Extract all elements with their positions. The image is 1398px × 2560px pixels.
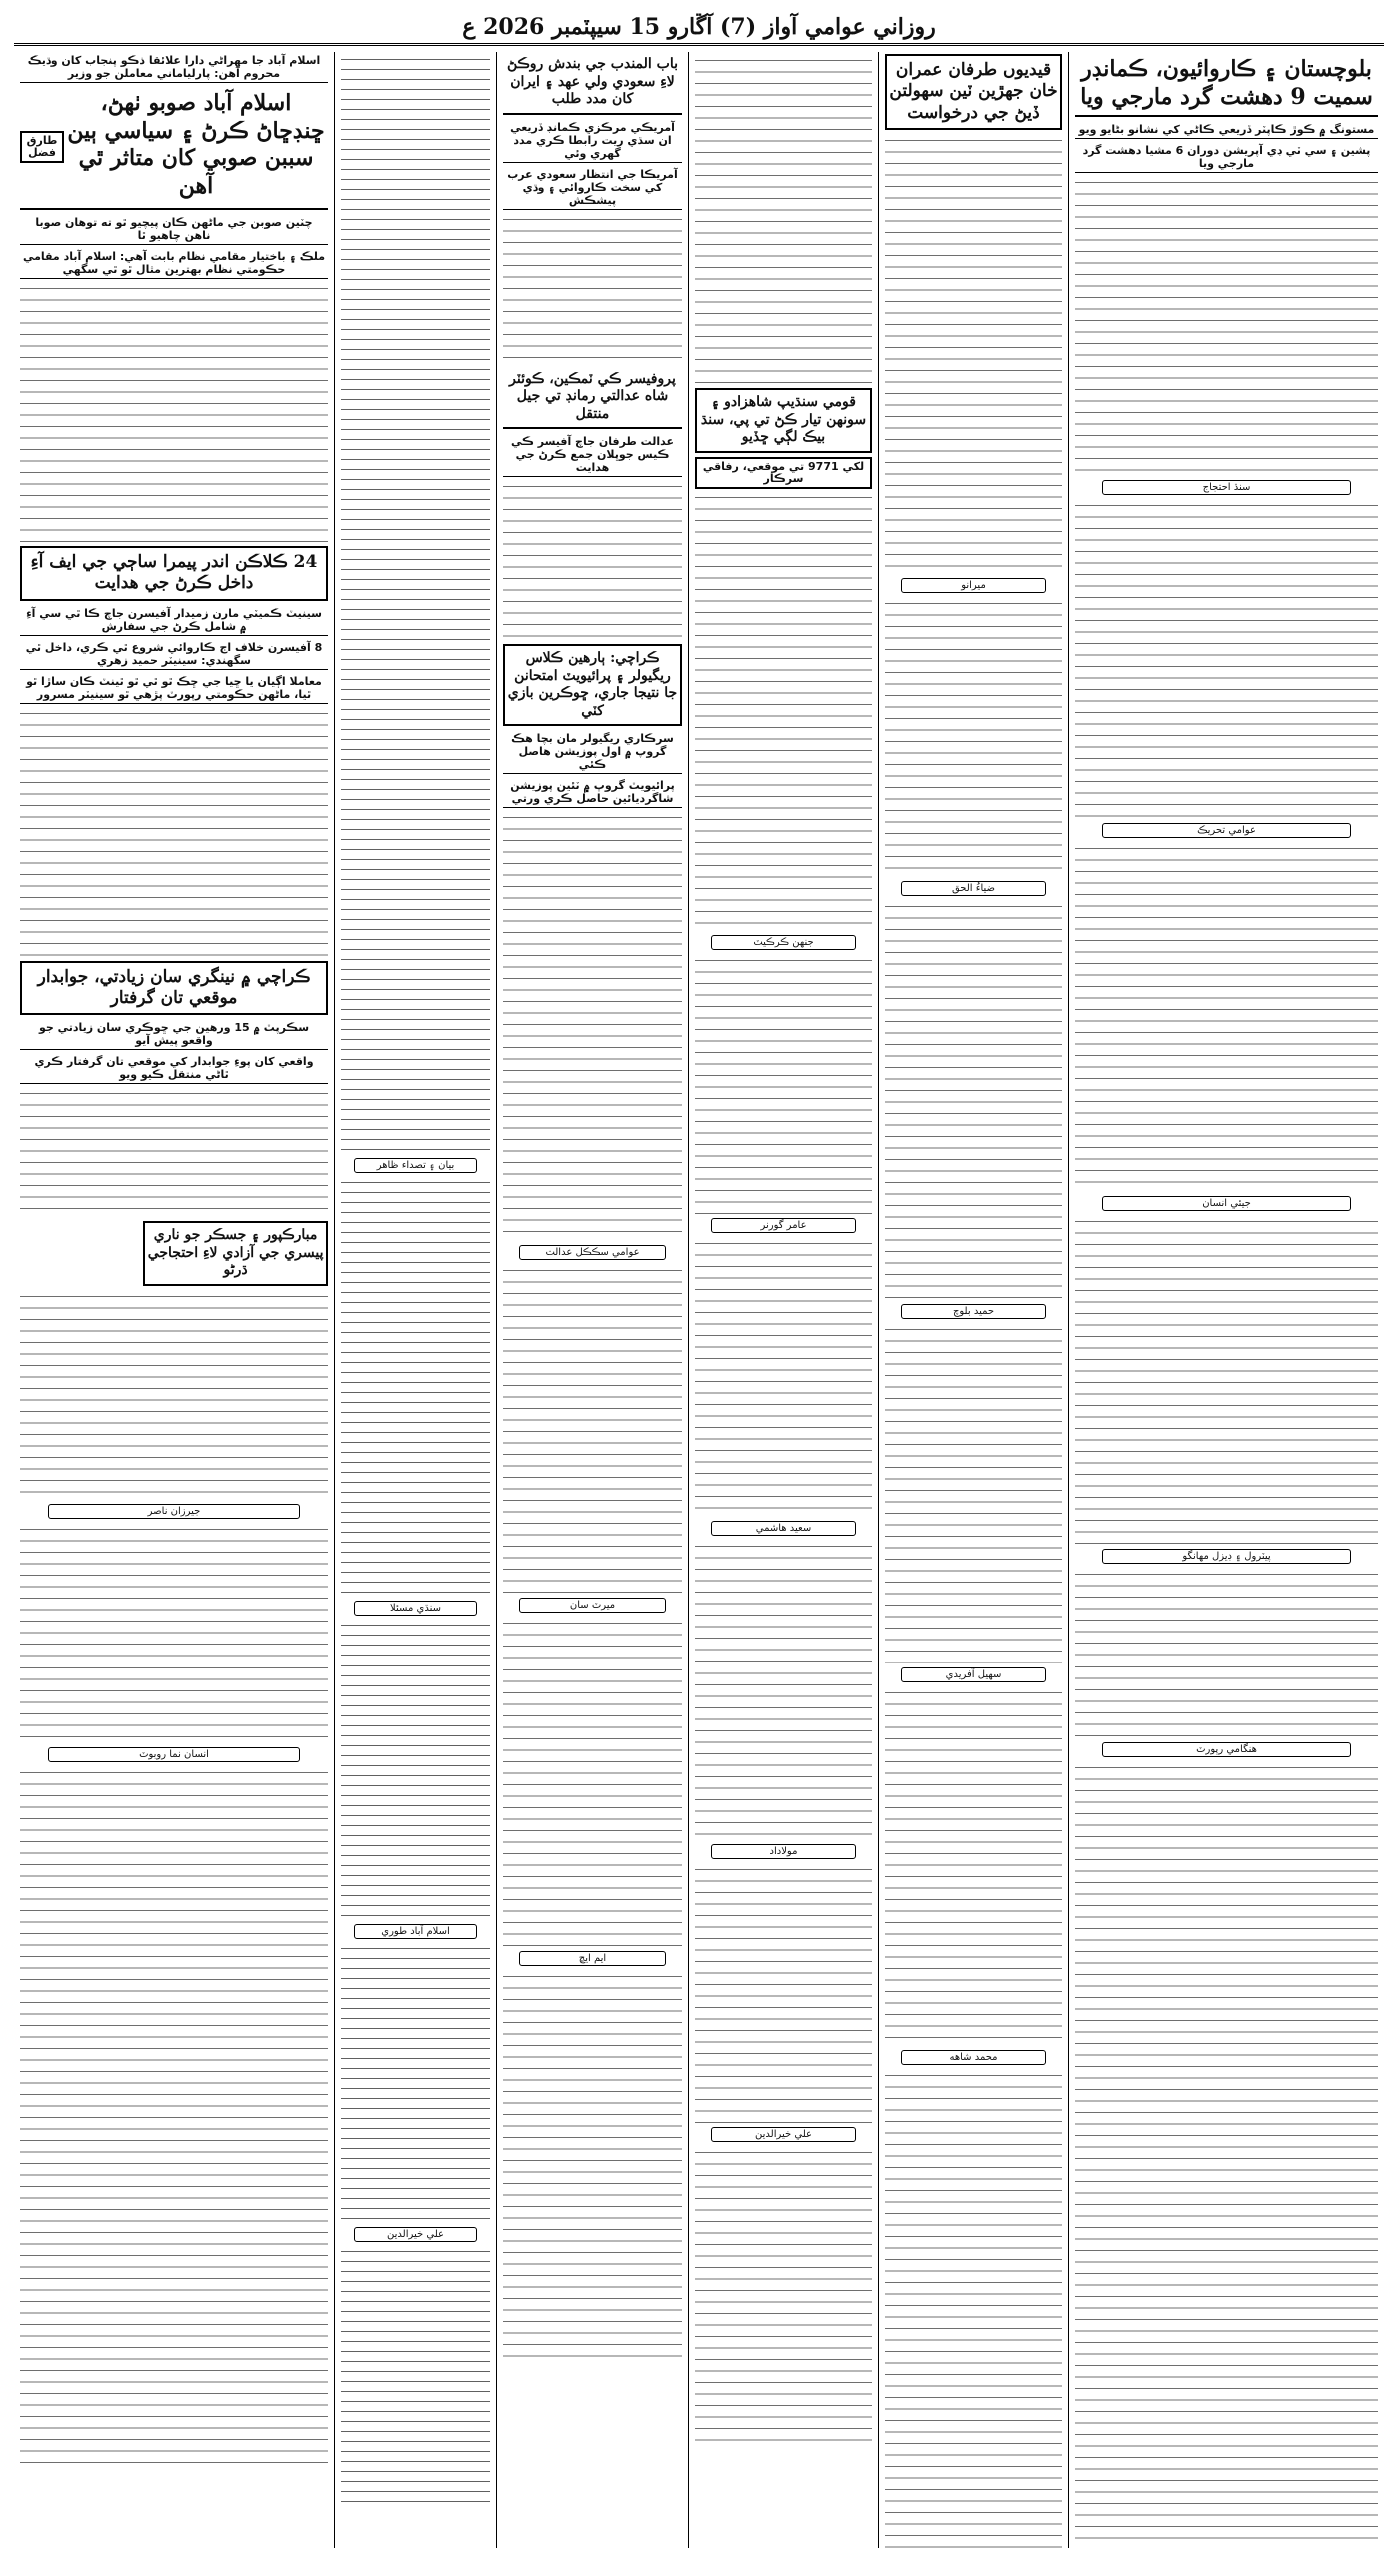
article-body <box>1075 499 1378 819</box>
section-label: سهيل آفريدي <box>901 1667 1046 1682</box>
name-box: طارق فضل <box>20 131 64 163</box>
subheadline: معاملا اڳيان يا ڇيا جي ڇڪ ٿو ٿي ٿو ٿينٽ ڪان ساڙا ٿو ٿيا، ماڻهن حڪومتي رپورٽ پڙهي ٿو سينيٽر مسرور <box>20 673 328 704</box>
newspaper-columns <box>14 52 1384 2548</box>
article-body <box>695 1863 872 2123</box>
section-label: هنگامي رپورٽ <box>1102 1742 1350 1757</box>
article-body <box>885 597 1062 877</box>
article-body <box>885 1323 1062 1663</box>
top-strip-headline: اسلام آباد جا مهراڻي دارا علائقا ذڪو پنجاب کان وڌيڪ محروم آهن: پارلياماني معاملن جو وزير <box>20 52 328 83</box>
article-body <box>885 900 1062 1300</box>
headline-protest: مبارڪپور ۽ جسڪر جو ناري پيسري جي آزادي لاءِ احتجاجي ڌرڻو <box>143 1221 328 1286</box>
article-body <box>503 480 682 640</box>
article-body <box>341 54 490 1154</box>
article-body <box>695 491 872 931</box>
section-label: محمد شاهه <box>901 2050 1046 2065</box>
lead-story-banner <box>20 86 328 210</box>
headline-karachi-assault: ڪراچي ۾ نينگري سان زيادتي، جوابدار موقعي تان گرفتار <box>20 961 328 1016</box>
subheadline: چٽين صوبن جي ماڻهن ڪان پيچيو ٿو ته توهان صوبا ناهن چاهيو ٿا <box>20 214 328 245</box>
highlight-box: لکي 9771 تي موقعي، رفاقي سرڪار <box>695 457 872 489</box>
column-1 <box>14 52 334 2548</box>
article-body <box>1075 1568 1378 1738</box>
section-label: عوامي سڪڪل عدالت <box>519 1245 666 1260</box>
article-body <box>1075 176 1378 476</box>
subheadline: سڪرپٽ ۾ 15 ورهين جي ڇوڪري سان زيادتي جو واقعو پيش آيو <box>20 1019 328 1050</box>
column-5 <box>878 52 1068 2548</box>
article-body <box>503 811 682 1241</box>
section-label: پيٽرول ۽ ڊيزل مهانگو <box>1102 1549 1350 1564</box>
lead-headline-balochistan: بلوچستان ۽ ڪاروائيون، ڪمانڊر سميت 9 دهشت گرد مارجي ويا <box>1075 52 1378 117</box>
article-body <box>695 2146 872 2446</box>
section-label: جيرزان ناصر <box>48 1504 301 1519</box>
subheadline: واقعي کان پوءِ جوابدار کي موقعي تان گرفتار ڪري ٿاڻي منتقل ڪيو ويو <box>20 1053 328 1084</box>
subheadline: سرڪاري ريگيولر مان بچا هڪ گروپ ۾ اول پوزيشن هاصل ڪئي <box>503 730 682 774</box>
article-body <box>503 213 682 363</box>
section-label: عوامي تحريڪ <box>1102 823 1350 838</box>
section-label: ميرانو <box>901 578 1046 593</box>
subheadline: 8 آفيسرن خلاف اڄ ڪاروائي شروع ٿي ڪري، داخل ٿي سگهندي: سينيٽر حميد زهري <box>20 639 328 670</box>
article-body <box>20 1523 328 1743</box>
column-2 <box>334 52 496 2548</box>
article-body <box>503 1617 682 1947</box>
subheadline: عدالت طرفان جاچ آفيسر ڪي ڪيس جوڀلان جمع ڪرڻ جي هدايت <box>503 433 682 477</box>
section-label: اسلام آباد طوري <box>354 1924 476 1939</box>
section-label: جنهن ڪرڪيٽ <box>711 935 856 950</box>
article-body <box>341 1943 490 2223</box>
section-label: انسان نما روبوٽ <box>48 1747 301 1762</box>
article-body <box>503 1970 682 2360</box>
column-3 <box>496 52 688 2548</box>
article-body <box>1075 1761 1378 2548</box>
subheadline: ملڪ ۽ باختيار مقامي نظام بابت آهي: اسلام آباد مقامي حڪومتي نظام بهترين مثال ٿو ٿي سگهي <box>20 248 328 279</box>
section-label: علي خيرالدين <box>711 2127 856 2142</box>
lead-headline-islamabad: اسلام آباد صوبو ٺهڻ، ڇنڊڇاڻ ڪرڻ ۽ سياسي ٻين سببن صوبي کان متاثر ٿي آهن <box>67 90 325 199</box>
article-body <box>885 2069 1062 2548</box>
section-label: جيئي انسان <box>1102 1196 1350 1211</box>
subheadline: آمريڪا جي انتظار سعودي عرب کي سخت ڪاروائي ۽ وڌي پيشڪش <box>503 166 682 210</box>
headline-bab-al-mandab: باب المندب جي بندش روڪڻ لاءِ سعودي ولي عهد ۽ ايران کان مدد طلب <box>503 52 682 115</box>
section-label: حميد بلوچ <box>901 1304 1046 1319</box>
article-body <box>20 707 328 957</box>
section-label: مولاداد <box>711 1844 856 1859</box>
article-body <box>20 1290 328 1500</box>
article-body <box>341 2246 490 2506</box>
article-body <box>695 1540 872 1840</box>
article-body <box>885 1686 1062 2046</box>
article-body <box>341 1620 490 1920</box>
article-body <box>341 1177 490 1597</box>
section-label: علي خيرالدين <box>354 2227 476 2242</box>
headline-prisoners: قيديوں طرفان عمران خان جهڙين ٽين سهولتن ڏيڻ جي درخواست <box>885 54 1062 130</box>
article-body <box>695 954 872 1214</box>
section-label: ميرٽ سان <box>519 1598 666 1613</box>
section-label: ضياءُ الحق <box>901 881 1046 896</box>
section-label: ايم ايڇ <box>519 1951 666 1966</box>
column-4 <box>688 52 878 2548</box>
subheadline: سينيٽ ڪميٽي مارن زميدار آفيسرن جاچ ڪا ٿي سي آءِ ۾ شامل ڪرڻ جي سفارش <box>20 605 328 636</box>
article-body <box>885 134 1062 574</box>
article-body <box>20 1766 328 2466</box>
article-body <box>695 54 872 384</box>
subheadline: پرائيويٽ گروپ ۾ ٽئين پوزيشن شاگرديائين حاصل ڪري ورتي <box>503 777 682 808</box>
section-label: سنڌي مسئلا <box>354 1601 476 1616</box>
article-body <box>20 1087 328 1217</box>
newspaper-title: روزاني عوامي آواز (7) آڱارو 15 سيپٽمبر 2026 ع <box>462 13 936 40</box>
section-label: سعيد هاشمي <box>711 1521 856 1536</box>
article-body <box>1075 1215 1378 1545</box>
section-label: بيان ۽ تصداء ظاهر <box>354 1158 476 1173</box>
column-6 <box>1068 52 1384 2548</box>
section-label: عامر گورنر <box>711 1218 856 1233</box>
headline-professor: پروفيسر ڪي ٽمڪين، ڪوئٽر شاه عدالتي رمانڊ تي جيل منتقل <box>503 367 682 430</box>
headline-exam-results: ڪراچي: ٻارهين ڪلاس ريگيولر ۽ پرائيويٽ امتحانن جا نتيجا جاري، ڇوڪرين بازي کٽي <box>503 644 682 726</box>
subheadline-mastung: مستونگ ۾ ڪوڙ ڪاپٽر ڏريعي ڪاڻي کي نشانو بڻايو ويو <box>1075 121 1378 139</box>
headline-pemra-fir: 24 ڪلاڪن اندر پيمرا ساڄي جي ايف آءِ داخل ڪرڻ جي هدايت <box>20 546 328 601</box>
article-body <box>20 282 328 542</box>
article-body <box>1075 842 1378 1192</box>
subheadline: آمريڪي مرڪزي ڪمانڊ ڏريعي ان سڌي ريت رابطا ڪري مدد گهري وئي <box>503 119 682 163</box>
article-body <box>695 1237 872 1517</box>
subheadline-pishin: پشين ۽ سي ٽي ڊي آپريشن دوران 6 مشيا دهشت گرد مارجي ويا <box>1075 142 1378 173</box>
masthead <box>14 10 1384 46</box>
section-label: سنڌ احتجاج <box>1102 480 1350 495</box>
headline-national: قومي سنڌيپ شاهزادو ۽ سونھن تيار ڪڻ تي پي، سنڌ بيڪ لڳي ڇڏيو <box>695 388 872 453</box>
article-body <box>503 1264 682 1594</box>
